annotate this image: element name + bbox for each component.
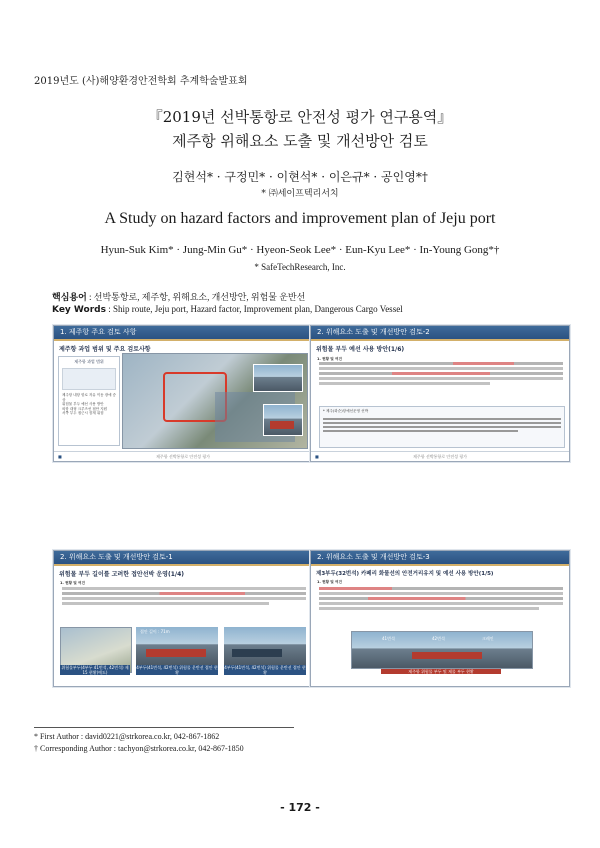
slide-3-section: 1. 현황 및 여건 bbox=[60, 581, 85, 585]
slide-4-port-photo bbox=[351, 631, 533, 669]
keywords-ko-value: : 선박통항로, 제주항, 위해요소, 개선방안, 위험물 운반선 bbox=[89, 292, 306, 302]
affiliation-ko: * ㈜세이프텍리서치 bbox=[261, 189, 339, 199]
slide-1 bbox=[53, 325, 313, 462]
ship-icon bbox=[270, 421, 294, 429]
footnote-divider bbox=[34, 727, 294, 728]
slide-4-photo-label: 41번석 bbox=[382, 636, 395, 641]
slide-3-subtitle: 위험물 부두 길이를 고려한 접안선박 운영(1/4) bbox=[59, 571, 185, 578]
slide-2-subtitle: 위험물 부두 예선 사용 방안(1/6) bbox=[316, 346, 405, 353]
slide-1-photo bbox=[253, 364, 303, 392]
keywords-en-label: Key Words bbox=[52, 305, 106, 315]
slide-2-footer bbox=[311, 451, 569, 461]
slide-4 bbox=[310, 550, 570, 687]
text-line bbox=[62, 592, 306, 595]
conference-header: 2019년도 (사)해양환경안전학회 추계학술발표회 bbox=[34, 76, 248, 87]
text-line bbox=[319, 597, 563, 600]
ship-icon bbox=[232, 649, 282, 657]
ship-icon bbox=[146, 649, 206, 657]
slide-1-legend bbox=[58, 356, 120, 446]
slide-1-legend-list bbox=[62, 368, 116, 390]
slide-1-label: 서쪽 부두 접근시 잠재 위험 bbox=[62, 411, 104, 415]
footnote-first-author: * First Author : david0221@strkorea.co.kr, 042-867-1862 bbox=[34, 732, 220, 741]
slide-1-label: 외항 대형 크루즈선 접안 지원 bbox=[62, 406, 108, 411]
slide-1-header: 1. 제주항 주요 검토 사항 bbox=[54, 326, 312, 341]
text-line bbox=[319, 372, 563, 375]
authors-en: Hyun-Suk Kim* · Jung-Min Gu* · Hyeon-Seok Lee* · Eun-Kyu Lee* · In-Young Gong*† bbox=[100, 244, 500, 256]
text-line bbox=[323, 422, 561, 424]
slide-3-header: 2. 위해요소 도출 및 개선방안 검토-1 bbox=[54, 551, 312, 566]
slide-2-footer-text: 제주항 선박통항로 안전성 평가 bbox=[412, 454, 468, 459]
keywords-ko bbox=[52, 290, 305, 303]
slide-1-port-map bbox=[122, 353, 308, 449]
slide-1-legend-title: 제주항 과업 범위 bbox=[74, 359, 104, 364]
slide-3-caption: 위험물부두(4부두 41번석, 42번석) 제15 현황(예도) bbox=[61, 665, 129, 675]
logo-icon: ■ bbox=[58, 454, 62, 459]
authors-ko: 김현석* · 구정민* · 이현석* · 이은규* · 공인영*† bbox=[172, 170, 428, 184]
text-line bbox=[319, 377, 563, 380]
slide-4-photo-label: 크레인 bbox=[482, 636, 494, 641]
text-line bbox=[323, 426, 561, 428]
keywords-en-value: : Ship route, Jeju port, Hazard factor, Improvement plan, Dangerous Cargo Vessel bbox=[108, 304, 403, 314]
slide-1-subtitle: 제주항 과업 범위 및 주요 검토사항 bbox=[59, 346, 151, 353]
logo-icon: ■ bbox=[315, 454, 319, 459]
slide-2-notes-title: * 제주(화순)항예선운영 선박 bbox=[323, 409, 369, 413]
keywords-en bbox=[52, 304, 403, 315]
text-line bbox=[319, 362, 563, 365]
slide-4-subtitle: 제3부두(32번석) 카페리 화물선의 안전거리유지 및 예선 사용 방안(1/5) bbox=[316, 571, 494, 577]
text-line bbox=[62, 602, 269, 605]
slide-2 bbox=[310, 325, 570, 462]
slide-3-photo bbox=[136, 627, 218, 665]
slide-2-notes-box bbox=[319, 406, 565, 448]
slide-1-footer bbox=[54, 451, 312, 461]
text-line bbox=[319, 382, 490, 385]
slide-2-section: 1. 현황 및 여건 bbox=[317, 357, 342, 361]
slide-3-body bbox=[62, 585, 306, 621]
text-line bbox=[323, 430, 518, 432]
affiliation-en: * SafeTechResearch, Inc. bbox=[254, 262, 346, 272]
slide-4-section: 1. 현황 및 여건 bbox=[317, 580, 342, 584]
text-line bbox=[323, 418, 561, 420]
paper-title-en: A Study on hazard factors and improvement plan of Jeju port bbox=[104, 210, 496, 227]
slide-1-label: 제주항 내항 항로 자유 이동 장애 증상 bbox=[62, 393, 117, 402]
text-line bbox=[319, 587, 563, 590]
slide-3 bbox=[53, 550, 313, 687]
paper-title-ko-line2: 제주항 위해요소 도출 및 개선방안 검토 bbox=[172, 132, 428, 150]
text-line bbox=[319, 607, 539, 610]
slide-1-photo bbox=[263, 404, 303, 436]
slide-3-caption: 4부두(41번석, 42번석) 위험물 운반선 접안 현황 bbox=[224, 665, 306, 675]
slide-2-body bbox=[319, 360, 563, 400]
slide-1-label: 위험물 부두 예선 사용 방안 bbox=[62, 402, 104, 406]
text-line bbox=[62, 597, 306, 600]
text-line bbox=[319, 602, 563, 605]
text-line bbox=[62, 587, 306, 590]
slide-4-caption: 제주항 위험물 부두 및 제물 부두 현황 bbox=[381, 669, 501, 674]
keywords-ko-label: 핵심용어 bbox=[52, 293, 87, 303]
slide-3-photo bbox=[224, 627, 306, 665]
slide-4-photo-label: 42번석 bbox=[432, 636, 445, 641]
slide-1-footer-text: 제주항 선박통항로 안전성 평가 bbox=[155, 454, 211, 459]
text-line bbox=[319, 592, 563, 595]
slide-2-header: 2. 위해요소 도출 및 개선방안 검토-2 bbox=[311, 326, 569, 341]
slide-4-header: 2. 위해요소 도출 및 개선방안 검토-3 bbox=[311, 551, 569, 566]
slide-3-caption: 4부두(41번석, 42번석) 위험물 운반선 접안 현황 bbox=[136, 665, 218, 675]
slide-4-body bbox=[319, 585, 563, 625]
ship-icon bbox=[412, 652, 482, 659]
paper-title-ko-line1: 『2019년 선박통항로 안전성 평가 연구용역』 bbox=[147, 108, 453, 126]
slide-1-legend-labels bbox=[59, 393, 119, 416]
page-number: - 172 - bbox=[280, 801, 320, 814]
text-line bbox=[319, 367, 563, 370]
slide-3-berth-label: 접안 길이 : 71m bbox=[140, 629, 170, 634]
footnote-corresponding-author: † Corresponding Author : tachyon@strkorea.co.kr, 042-867-1850 bbox=[34, 744, 244, 753]
